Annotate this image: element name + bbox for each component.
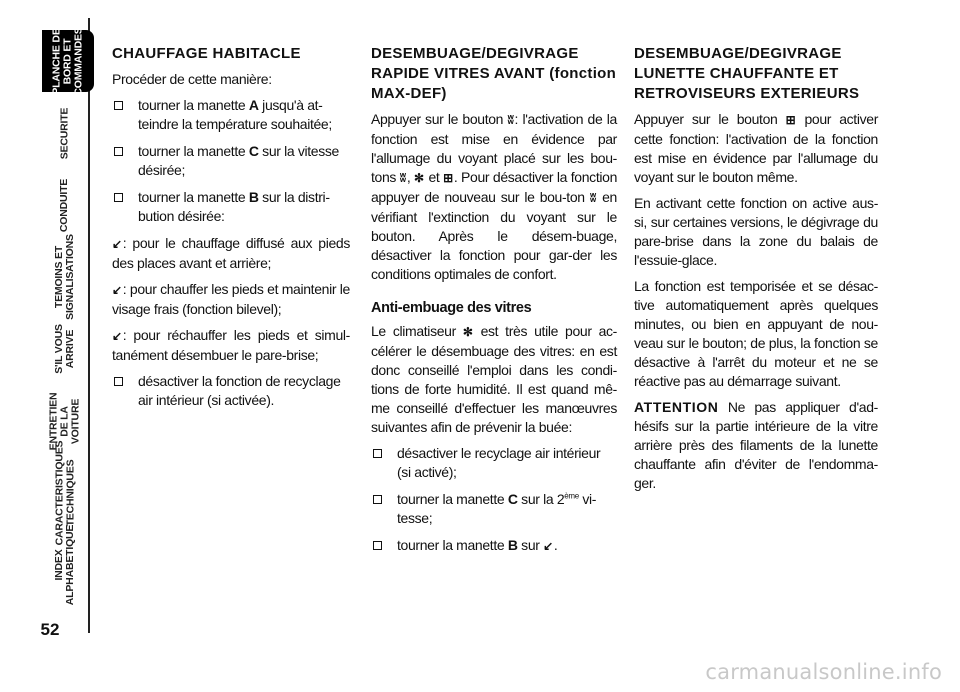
airflow-defog-icon: ↙ xyxy=(543,539,553,553)
heading-max-def: DESEMBUAGE/DEGIVRAGE RAPIDE VITRES AVANT (fonction MAX-DEF) xyxy=(371,45,617,102)
list-item: tourner la manette B sur la distri-bution désirée: xyxy=(112,188,350,226)
list-item: désactiver le recyclage air intérieur (si activé); xyxy=(371,444,617,482)
list-item: tourner la manette A jusqu'à at-teindre la température souhaitée; xyxy=(112,96,350,134)
tab-label: ENTRETIEN DE LA VOITURE xyxy=(47,392,82,450)
checkbox-bullet-icon xyxy=(373,541,382,550)
tab-caracteristiques[interactable] xyxy=(40,440,90,546)
windshield-defrost-icon: ʬ xyxy=(507,113,514,127)
page-number: 52 xyxy=(40,620,60,639)
checkbox-bullet-icon xyxy=(114,193,123,202)
list-item: tourner la manette C sur la 2ème vi-tesse; xyxy=(371,490,617,528)
ac-snowflake-icon: ✻ xyxy=(462,325,473,339)
tab-securite[interactable] xyxy=(40,102,90,164)
checkbox-bullet-icon xyxy=(114,147,123,156)
rear-defrost-icon: ⊞ xyxy=(785,113,796,127)
column-chauffage xyxy=(112,44,350,418)
checkbox-bullet-icon xyxy=(114,101,123,110)
tab-label: CARACTERISTIQUES TECHNIQUES xyxy=(53,440,77,546)
lunette-text-2: En activant cette fonction on active aus-si, sur certaines versions, le dégivrage du pare-brise dans la zone du balais de l'essuie-glace. xyxy=(634,195,878,268)
tab-label: S'IL VOUS ARRIVE xyxy=(53,324,76,374)
list-item: désactiver la fonction de recyclage air intérieur (si activée). xyxy=(112,372,350,410)
airflow-feet-icon: ↙ xyxy=(112,237,122,251)
watermark: carmanualsonline.info xyxy=(705,660,942,684)
tab-label: SECURITE xyxy=(58,107,71,159)
max-def-text: Appuyer sur le bouton ʬ: l'activation de la fonction est mise en évidence par l'allumage du voyant placé sur les bou-tons ʬ, ✻ et ⊞. Pour désactiver la fonction appuyer de nouveau sur le bou-ton ʬ en vérifiant l'extinction du voyant sur le bouton. Après le désem-buage, désactiver la fonction pour gar-der les conditions optimales de confort. xyxy=(371,111,617,282)
checkbox-bullet-icon xyxy=(373,495,382,504)
tab-label: INDEX ALPHABETIQUE xyxy=(53,524,76,606)
attention-note: ATTENTION Ne pas appliquer d'ad-hésifs sur la partie intérieure de la vitre arrière près des filaments de la lunette chauffante afin d'éviter de l'endomma-ger. xyxy=(634,399,878,491)
lunette-text-3: La fonction est temporisée et se désac-tive automatiquement après quelques minutes, ou bien en appuyant de nou-veau sur le bouton; de plus, la fonction se désactive à l'arrêt du moteur et ne se réactive pas au démarrage suivant. xyxy=(634,278,878,389)
subheading-anti-embuage: Anti-embuage des vitres xyxy=(371,300,532,316)
windshield-defrost-icon: ʬ xyxy=(399,171,406,185)
lunette-text: Appuyer sur le bouton ⊞ pour activer cette fonction: l'activation de la fonction est mise en évidence par l'allumage du voyant sur le bouton même. xyxy=(634,111,879,185)
airflow-bilevel-icon: ↙ xyxy=(112,283,122,297)
intro-text: Procéder de cette manière: xyxy=(112,71,272,87)
windshield-defrost-icon: ʬ xyxy=(589,191,596,205)
list-item: tourner la manette C sur la vitesse désirée; xyxy=(112,142,350,180)
column-lunette xyxy=(634,44,878,500)
rear-defrost-icon: ⊞ xyxy=(443,171,453,185)
column-max-def xyxy=(371,44,617,564)
airflow-defog-icon: ↙ xyxy=(112,329,122,343)
tab-sil-vous-arrive[interactable] xyxy=(40,318,90,380)
tab-temoins[interactable] xyxy=(40,234,90,320)
tab-label: CONDUITE xyxy=(58,178,71,232)
list-item: tourner la manette B sur ↙. xyxy=(371,536,617,556)
tab-label: TEMOINS ET SIGNALISATIONS xyxy=(53,234,76,320)
tab-planche-de-bord[interactable] xyxy=(42,26,94,96)
heading-lunette: DESEMBUAGE/DEGIVRAGE LUNETTE CHAUFFANTE ET RETROVISEURS EXTERIEURS xyxy=(634,45,860,102)
tab-index[interactable] xyxy=(40,524,90,606)
tab-label: PLANCHE DE BORD ET COMMANDES xyxy=(50,26,85,96)
checkbox-bullet-icon xyxy=(373,449,382,458)
ac-snowflake-icon: ✻ xyxy=(414,171,424,185)
checkbox-bullet-icon xyxy=(114,377,123,386)
tab-conduite[interactable] xyxy=(40,174,90,236)
distribution-defog: ↙: pour réchauffer les pieds et simul-tanément désembuer le pare-brise; xyxy=(112,327,350,363)
anti-embuage-text: Le climatiseur ✻ est très utile pour ac-célérer le désembuage des vitres: en est donc conseillé l'emploi dans les condi-tions de forte humidité. Il est quand mê-me conseillé d'effectuer les manœuvres suivantes afin de prévenir la buée: xyxy=(371,323,617,435)
heading-chauffage: CHAUFFAGE HABITACLE xyxy=(112,45,301,62)
distribution-feet: ↙: pour le chauffage diffusé aux pieds des places avant et arrière; xyxy=(112,235,350,271)
distribution-bilevel: ↙: pour chauffer les pieds et maintenir le visage frais (fonction bilevel); xyxy=(112,281,350,317)
